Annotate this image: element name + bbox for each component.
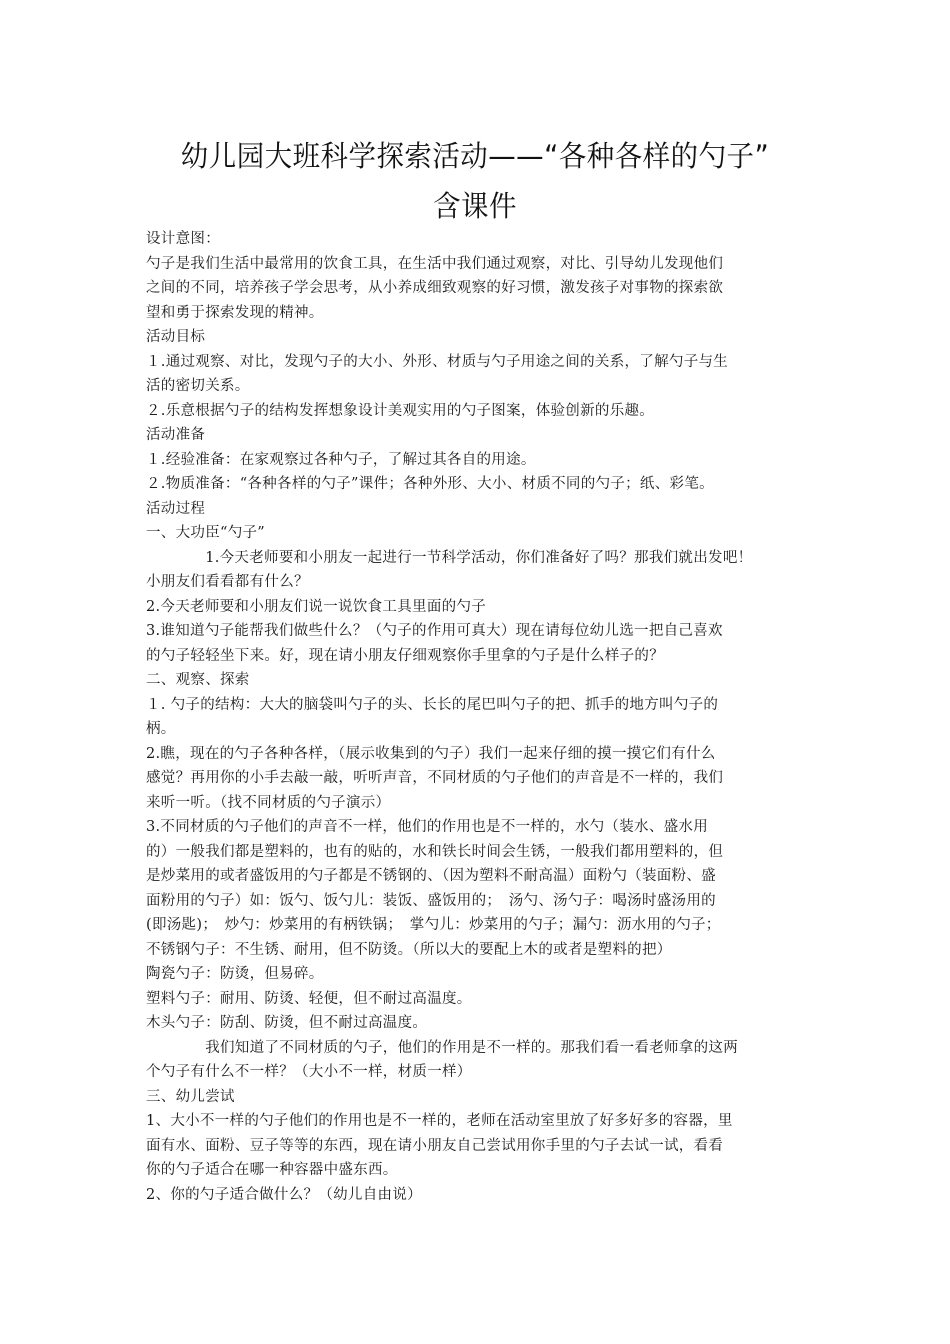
document-line: 3.不同材质的勺子他们的声音不一样，他们的作用也是不一样的，水勺（装水、盛水用 — [146, 819, 709, 835]
document-line: ２.乐意根据勺子的结构发挥想象设计美观实用的勺子图案，体验创新的乐趣。 — [146, 402, 655, 419]
document-line: 活的密切关系。 — [146, 378, 250, 394]
document-line: 活动准备 — [146, 427, 206, 443]
document-line: 面有水、面粉、豆子等等的东西，现在请小朋友自己尝试用你手里的勺子去试一试，看看 — [146, 1137, 724, 1154]
document-line: 活动目标 — [146, 329, 206, 345]
document-line: 面粉用的勺子）如：饭勺、饭勺儿：装饭、盛饭用的； 汤勺、汤勺子：喝汤时盛汤用的 — [146, 892, 716, 909]
document-line: ２.物质准备：“各种各样的勺子”课件；各种外形、大小、材质不同的勺子；纸、彩笔。 — [146, 476, 714, 492]
document-title-line-1: 幼儿园大班科学探索活动——“各种各样的勺子” — [180, 139, 770, 173]
document-line: 活动过程 — [146, 500, 206, 517]
document-line: 感觉？再用你的小手去敲一敲，听听声音，不同材质的勺子他们的声音是不一样的，我们 — [146, 770, 724, 786]
document-line: 三、幼儿尝试 — [146, 1088, 235, 1105]
document-line: 2、你的勺子适合做什么？（幼儿自由说） — [146, 1186, 422, 1203]
document-line: 1、大小不一样的勺子他们的作用也是不一样的，老师在活动室里放了好多好多的容器，里 — [146, 1113, 733, 1129]
document-line: 的）一般我们都是塑料的，也有的贴的，水和铁长时间会生锈，一般我们都用塑料的，但 — [146, 843, 724, 860]
document-line: 一、大功臣“勺子” — [146, 525, 266, 541]
document-line: 是炒菜用的或者盛饭用的勺子都是不锈钢的、（因为塑料不耐高温）面粉勺（装面粉、盛 — [146, 868, 716, 884]
document-line: 你的勺子适合在哪一种容器中盛东西。 — [146, 1162, 398, 1178]
document-line: 1.今天老师要和小朋友一起进行一节科学活动，你们准备好了吗？那我们就出发吧！ — [146, 549, 753, 566]
document-line: 不锈钢勺子：不生锈、耐用，但不防烫。（所以大的要配上木的或者是塑料的把） — [146, 941, 672, 958]
document-line: 陶瓷勺子：防烫，但易碎。 — [146, 966, 324, 982]
document-line: 塑料勺子：耐用、防烫、轻便，但不耐过高温度。 — [146, 990, 472, 1007]
document-line: 小朋友们看看都有什么？ — [146, 574, 309, 590]
document-line: 的勺子轻轻坐下来。好，现在请小朋友仔细观察你手里拿的勺子是什么样子的？ — [146, 647, 664, 664]
document-line: 望和勇于探索发现的精神。 — [146, 304, 324, 321]
document-line: １. 勺子的结构：大大的脑袋叫勺子的头、长长的尾巴叫勺子的把、抓手的地方叫勺子的 — [146, 696, 719, 713]
document-line: 来听一听。（找不同材质的勺子演示） — [146, 794, 391, 811]
document-line: 2.今天老师要和小朋友们说一说饮食工具里面的勺子 — [146, 598, 487, 615]
document-line: 木头勺子：防刮、防烫，但不耐过高温度。 — [146, 1015, 428, 1031]
document-line: 设计意图： — [146, 231, 220, 247]
document-line: 之间的不同，培养孩子学会思考，从小养成细致观察的好习惯，激发孩子对事物的探索欲 — [146, 280, 724, 296]
document-line: 二、观察、探索 — [146, 672, 250, 688]
document-line: １.通过观察、对比，发现勺子的大小、外形、材质与勺子用途之间的关系，了解勺子与生 — [146, 353, 729, 370]
document-line: 勺子是我们生活中最常用的饮食工具，在生活中我们通过观察，对比、引导幼儿发现他们 — [146, 255, 724, 272]
document-line: 我们知道了不同材质的勺子，他们的作用是不一样的。那我们看一看老师拿的这两 — [146, 1039, 738, 1056]
document-line: 3.谁知道勺子能帮我们做些什么？（勺子的作用可真大）现在请每位幼儿选一把自己喜欢 — [146, 623, 723, 639]
document-line: 柄。 — [146, 721, 176, 737]
document-title-line-2: 含课件 — [433, 189, 517, 223]
document-line: (即汤匙)； 炒勺：炒菜用的有柄铁锅； 掌勺儿：炒菜用的勺子；漏勺：沥水用的勺子； — [146, 917, 721, 933]
document-line: 个勺子有什么不一样？（大小不一样，材质一样） — [146, 1064, 472, 1080]
document-line: １.经验准备：在家观察过各种勺子，了解过其各自的用途。 — [146, 451, 536, 468]
document-line: 2.瞧，现在的勺子各种各样，（展示收集到的勺子）我们一起来仔细的摸一摸它们有什么 — [146, 745, 716, 762]
